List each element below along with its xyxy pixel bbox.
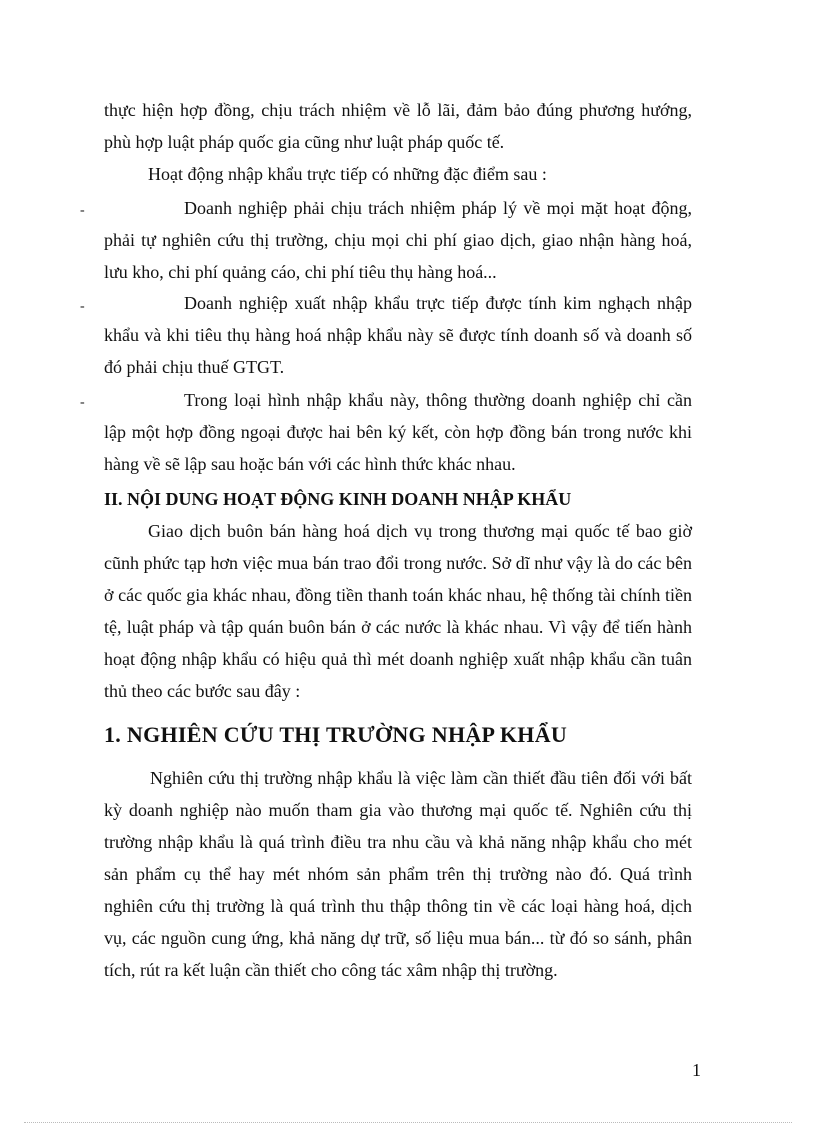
bullet-marker: - (80, 299, 85, 314)
bullet-item-3: Trong loại hình nhập khẩu này, thông thường doanh nghiệp chỉ cần lập một hợp đồng ngoại được hai bên ký kết, còn hợp đồng bán trong nước khi hàng về sẽ lập sau hoặc bán với các hình thức khác nhau. (104, 390, 692, 474)
paragraph-continuation: thực hiện hợp đồng, chịu trách nhiệm về lỗ lãi, đảm bảo đúng phương hướng, phù hợp luật pháp quốc gia cũng như luật pháp quốc tế. (104, 100, 692, 152)
bullet-marker: - (80, 395, 85, 410)
paragraph-direct-import-intro: Hoạt động nhập khẩu trực tiếp có những đặc điểm sau : (148, 164, 547, 184)
paragraph-import-transactions: Giao dịch buôn bán hàng hoá dịch vụ trong thương mại quốc tế bao giờ cũnh phức tạp hơn việc mua bán trao đổi trong nước. Sở dĩ như vậy là do các bên ở các quốc gia khác nhau, đồng tiền thanh toán khác nhau, hệ thống tài chính tiền tệ, luật pháp và tập quán buôn bán ở các nước là khác nhau. Vì vậy để tiến hành hoạt động nhập khẩu có hiệu quả thì mét doanh nghiệp xuất nhập khẩu cần tuân thủ theo các bước sau đây : (104, 521, 692, 701)
subsection-heading: 1. NGHIÊN CỨU THỊ TRƯỜNG NHẬP KHẨU (104, 722, 568, 747)
bullet-item-1: Doanh nghiệp phải chịu trách nhiệm pháp lý về mọi mặt hoạt động, phải tự nghiên cứu thị trường, chịu mọi chi phí giao dịch, giao nhận hàng hoá, lưu kho, chi phí quảng cáo, chi phí tiêu thụ hàng hoá... (104, 198, 692, 282)
section-heading: II. NỘI DUNG HOẠT ĐỘNG KINH DOANH NHẬP KHẨU (104, 489, 572, 509)
bullet-marker: - (80, 203, 85, 218)
paragraph-market-research: Nghiên cứu thị trường nhập khẩu là việc làm cần thiết đầu tiên đối với bất kỳ doanh nghiệp nào muốn tham gia vào thương mại quốc tế. Nghiên cứu thị trường nhập khẩu là quá trình điều tra nhu cầu và khả năng nhập khẩu cho mét sản phẩm cụ thể hay mét nhóm sản phẩm trên thị trường nào đó. Quá trình nghiên cứu thị trường là quá trình thu thập thông tin về các loại hàng hoá, dịch vụ, các nguồn cung ứng, khả năng dự trữ, số liệu mua bán... từ đó so sánh, phân tích, rút ra kết luận cần thiết cho công tác xâm nhập thị trường. (104, 768, 692, 980)
bullet-item-2: Doanh nghiệp xuất nhập khẩu trực tiếp được tính kim nghạch nhập khẩu và khi tiêu thụ hàng hoá nhập khẩu này sẽ được tính doanh số và doanh số đó phải chịu thuế GTGT. (104, 293, 692, 377)
page-number: 1 (692, 1060, 701, 1080)
